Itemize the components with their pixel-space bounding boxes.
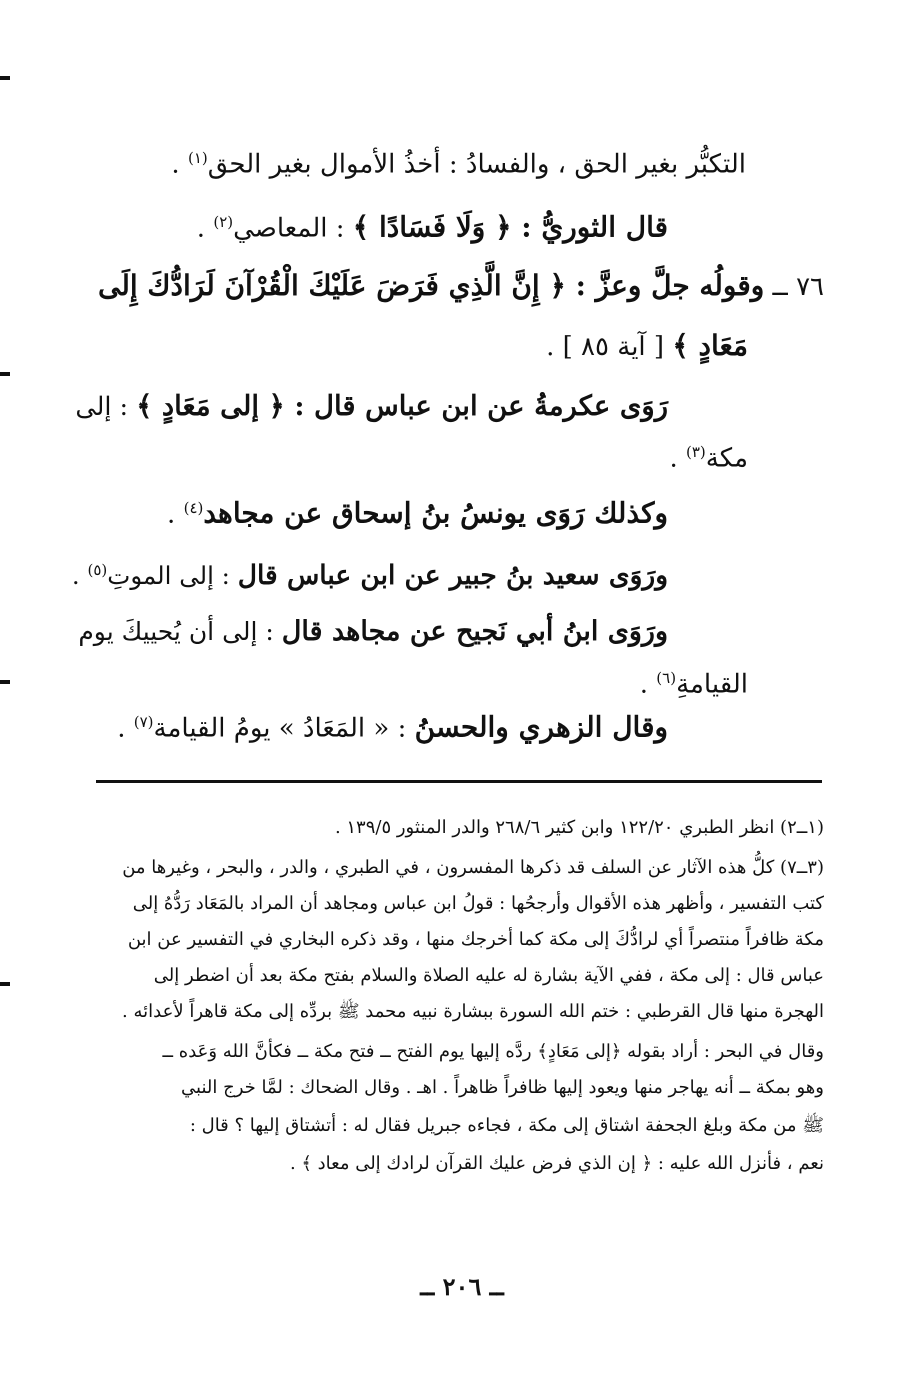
text: . bbox=[196, 213, 214, 244]
page-number: ــ ٢٠٦ ــ bbox=[420, 1272, 504, 1301]
footnote-ref: (٦) bbox=[656, 669, 677, 687]
footnote-ref: (٥) bbox=[87, 561, 108, 579]
bold-text: وكذلك رَوَى يونسُ بنُ إسحاق عن مجاهد bbox=[203, 496, 668, 530]
text-line bbox=[72, 550, 668, 596]
footnote-line: وهو بمكة ــ أنه يهاجر منها ويعود إليها ظافراً ظاهراً . اهـ . وقال الضحاك : لمَّا خرج النبي bbox=[181, 1077, 824, 1098]
bold-text: ورَوَى ابنُ أبي نَجيح عن مجاهد قال bbox=[281, 616, 668, 647]
text: القيامةِ bbox=[676, 669, 748, 700]
edge-mark bbox=[0, 680, 10, 684]
footnote-ref: (١) bbox=[187, 149, 208, 167]
edge-mark bbox=[0, 372, 10, 376]
footnote-ref: (٢) bbox=[213, 213, 234, 231]
text-line bbox=[197, 202, 668, 249]
footnote-separator bbox=[96, 780, 822, 783]
text: . bbox=[167, 499, 184, 530]
text: . bbox=[171, 149, 188, 180]
bold-text: قال الثوريُّ : ﴿ وَلَا فَسَادًا ﴾ bbox=[352, 210, 668, 244]
text: : إلى أن يُحييكَ يوم bbox=[78, 617, 282, 646]
text-line bbox=[640, 658, 748, 705]
footnote-line: كتب التفسير ، وأظهر هذه الأقوال وأرجحُها : قولُ ابن عباس ومجاهد أن المراد بالمَعَاد رَدُّهُ إلى bbox=[132, 893, 824, 914]
footnote-line: عباس قال : إلى مكة ، ففي الآية بشارة له عليه الصلاة والسلام بفتح مكة بعد أن اضطر إلى bbox=[153, 965, 824, 986]
footnote-line: وقال في البحر : أراد بقوله ﴿إلى مَعَادٍ﴾ ردَّه إليها يوم الفتح ــ فتح مكة ــ فكأنَّ الله وَعَده ــ bbox=[162, 1041, 824, 1062]
text: التكبُّر بغير الحق ، والفسادُ : أخذُ الأموال بغير الحق bbox=[207, 149, 746, 180]
text-line bbox=[78, 612, 668, 652]
text: . bbox=[71, 561, 88, 591]
footnote-line: الهجرة منها قال القرطبي : ختم الله السورة ببشارة نبيه محمد ﷺ بردِّه إلى مكة قاهراً لأعدائه . bbox=[122, 1001, 824, 1022]
text-line bbox=[167, 488, 668, 535]
text-line bbox=[117, 702, 668, 749]
footnote-line: (٣ــ٧) كلُّ هذه الآثار عن السلف قد ذكرها المفسرون ، في الطبري ، والدر ، والبحر ، وغيرها من bbox=[122, 857, 824, 878]
text-line bbox=[546, 326, 748, 367]
bold-text: مَعَادٍ ﴾ bbox=[672, 329, 748, 362]
text-line bbox=[669, 432, 748, 479]
entry-number: ٧٦ ــ bbox=[764, 272, 824, 302]
text-line bbox=[171, 138, 746, 185]
edge-mark bbox=[0, 76, 10, 80]
text: : المعاصي bbox=[233, 213, 353, 244]
text: : إلى bbox=[75, 392, 137, 422]
text: : إلى الموتِ bbox=[107, 561, 238, 591]
bold-text: رَوَى عكرمةُ عن ابن عباس قال : ﴿ إلى مَعَادٍ ﴾ bbox=[136, 390, 668, 422]
footnote-line: ﷺ من مكة وبلغ الجحفة اشتاق إلى مكة ، فجاءه جبريل فقال له : أتشتاق إليها ؟ قال : bbox=[189, 1115, 824, 1136]
bold-text: ورَوَى سعيد بنُ جبير عن ابن عباس قال bbox=[237, 560, 668, 592]
footnote-ref: (٤) bbox=[183, 499, 204, 517]
footnote-line: نعم ، فأنزل الله عليه : ﴿ إن الذي فرض عليك القرآن لرادك إلى معاد ﴾ . bbox=[289, 1153, 824, 1174]
text: . bbox=[669, 443, 686, 474]
text-line bbox=[98, 266, 824, 307]
footnote-ref: (٧) bbox=[133, 713, 154, 731]
footnote-ref: (٣) bbox=[685, 443, 706, 461]
text: : « المَعَادُ » يومُ القيامة bbox=[153, 713, 415, 744]
edge-mark bbox=[0, 982, 10, 986]
bold-text: وقولُه جلَّ وعزَّ : ﴿ إِنَّ الَّذِي فَرَضَ عَلَيْكَ الْقُرْآنَ لَرَادُّكَ إِلَى bbox=[98, 269, 765, 302]
text: . bbox=[117, 713, 134, 744]
text: . bbox=[639, 669, 657, 700]
bold-text: وقال الزهري والحسنُ bbox=[414, 710, 668, 744]
footnote-line: (١ــ٢) انظر الطبري ١٢٢/٢٠ وابن كثير ٢٦٨/٦ والدر المنثور ١٣٩/٥ . bbox=[334, 817, 824, 838]
text: [ آية ٨٥ ] . bbox=[546, 332, 673, 362]
text: مكة bbox=[705, 443, 748, 474]
footnote-line: مكة ظافراً منتصراً أي لرادُّكَ إلى مكة كما أخرجك منها ، وقد ذكره البخاري في التفسير عن ابن bbox=[127, 929, 824, 950]
text-line bbox=[75, 386, 668, 427]
